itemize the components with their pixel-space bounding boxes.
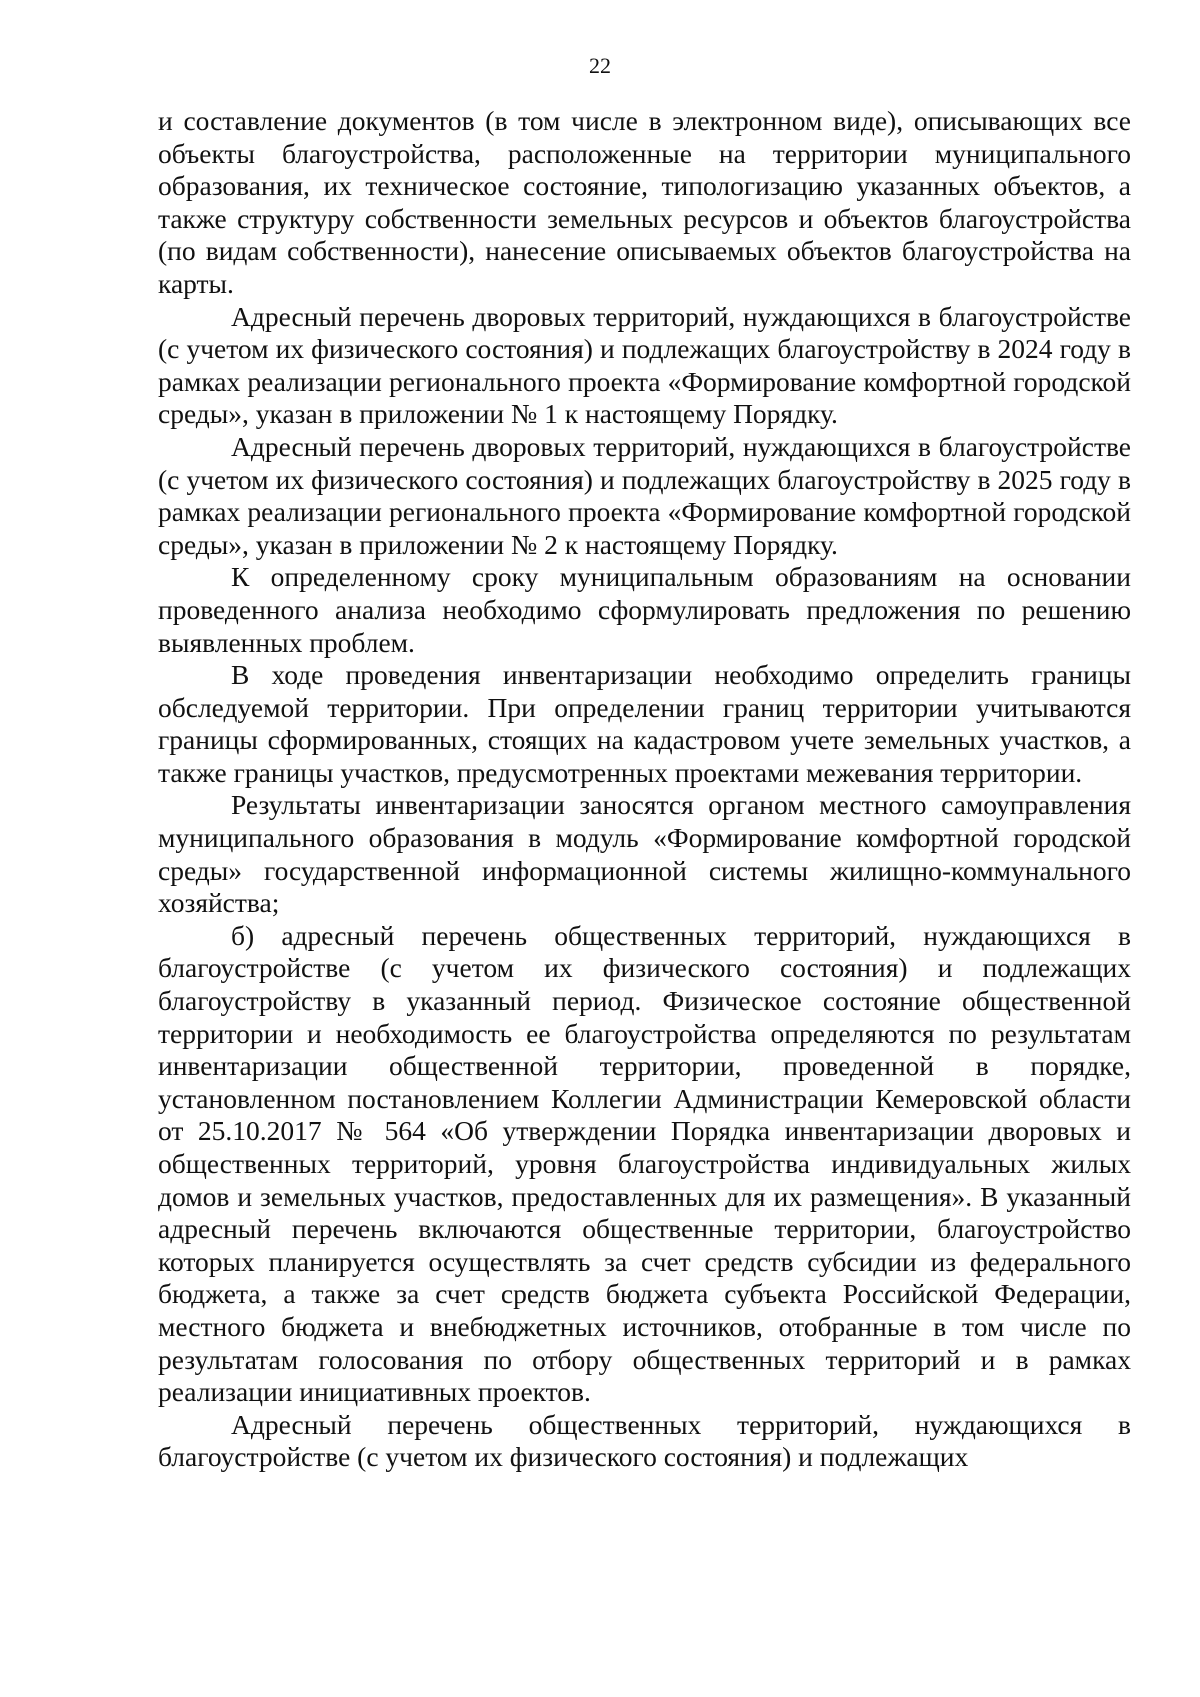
paragraph-inventory-results: Результаты инвентаризации заносятся органом местного самоуправления муниципального образования в модуль «Формирование комфортной городской среды» государственной информационной системы жилищно-коммунального хозяйства; (158, 789, 1131, 919)
paragraph-territory-boundaries: В ходе проведения инвентаризации необходимо определить границы обследуемой территории. При определении границ территории учитываются границы сформированных, стоящих на кадастровом учете земельных участков, а также границы участков, предусмотренных проектами межевания территории. (158, 659, 1131, 788)
paragraph-public-list: Адресный перечень общественных территорий, нуждающихся в благоустройстве (с учетом их физического состояния) и подлежащих (158, 1408, 1131, 1473)
paragraph-proposals: К определенному сроку муниципальным образованиям на основании проведенного анализа необходимо сформулировать предложения по решению выявленных проблем. (158, 561, 1131, 658)
paragraph-public-territories: б) адресный перечень общественных территорий, нуждающихся в благоустройстве (с учетом их физического состояния) и подлежащих благоустройству в указанный период. Физическое состояние общественной территории и необходимость ее благоустройства определяются по результатам инвентаризации общественной территории, проведенной в порядке, установленном постановлением Коллегии Администрации Кемеровской области от 25.10.2017 № 564 «Об утверждении Порядка инвентаризации дворовых и общественных территорий, уровня благоустройства индивидуальных жилых домов и земельных участков, предоставленных для их размещения». В указанный адресный перечень включаются общественные территории, благоустройство которых планируется осуществлять за счет средств субсидии из федерального бюджета, а также за счет средств бюджета субъекта Российской Федерации, местного бюджета и внебюджетных источников, отобранные в том числе по результатам голосования по отбору общественных территорий и в рамках реализации инициативных проектов. (158, 919, 1131, 1408)
document-body (158, 105, 1131, 1474)
paragraph-yard-list-2024: Адресный перечень дворовых территорий, нуждающихся в благоустройстве (с учетом их физического состояния) и подлежащих благоустройству в 2024 году в рамках реализации регионального проекта «Формирование комфортной городской среды», указан в приложении № 1 к настоящему Порядку. (158, 300, 1131, 430)
paragraph-inventory-continuation: и составление документов (в том числе в электронном виде), описывающих все объекты благоустройства, расположенные на территории муниципального образования, их техническое состояние, типологизацию указанных объектов, а также структуру собственности земельных ресурсов и объектов благоустройства (по видам собственности), нанесение описываемых объектов благоустройства на карты. (158, 105, 1131, 299)
paragraph-yard-list-2025: Адресный перечень дворовых территорий, нуждающихся в благоустройстве (с учетом их физического состояния) и подлежащих благоустройству в 2025 году в рамках реализации регионального проекта «Формирование комфортной городской среды», указан в приложении № 2 к настоящему Порядку. (158, 430, 1131, 560)
page-number: 22 (589, 53, 611, 78)
